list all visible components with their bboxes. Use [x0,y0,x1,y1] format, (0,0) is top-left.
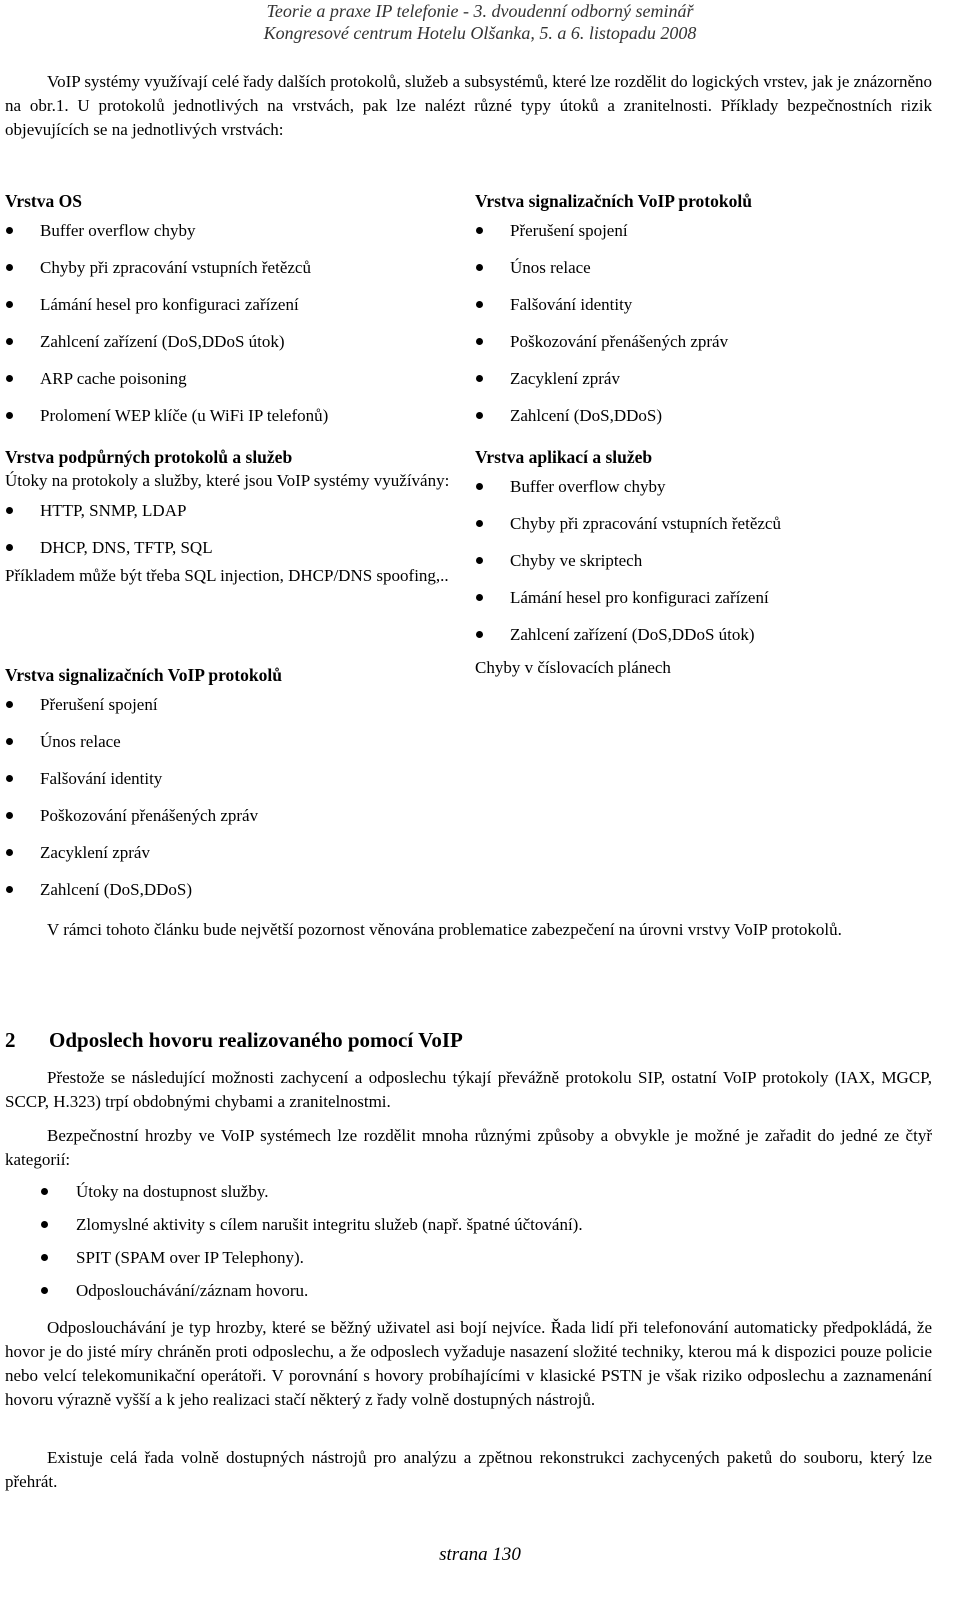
header-seminar-title: Teorie a praxe IP telefonie - 3. dvoudenní odborný seminář [266,1,694,21]
list-item: Zahlcení zařízení (DoS,DDoS útok) [475,623,935,660]
list-item: SPIT (SPAM over IP Telephony). [40,1246,583,1279]
page-header [0,0,960,44]
intro-paragraph: VoIP systémy využívají celé řady dalších protokolů, služeb a subsystémů, které lze rozdělit do logických vrstev, jak je znázorněno na obr.1. U protokolů jednotlivých na vrstvách, pak lze nalézt různé typy útoků a zranitelnosti. Příklady bezpečnostních rizik objevujících se na jednotlivých vrstvách: [5,72,933,139]
summary-paragraph: V rámci tohoto článku bude největší pozornost věnována problematice zabezpečení na úrovni vrstvy VoIP protokolů. [47,920,842,939]
list-item: Zahlcení (DoS,DDoS) [475,404,935,441]
list-item: Únos relace [475,256,935,293]
support-layer-note: Příkladem může být třeba SQL injection, DHCP/DNS spoofing,.. [5,566,449,585]
app-layer-block [475,445,935,680]
list-item: Únos relace [5,730,465,767]
signaling-layer-title: Vrstva signalizačních VoIP protokolů [475,191,752,211]
signaling-layer-list [475,219,935,441]
list-item: Buffer overflow chyby [475,475,935,512]
list-item: Falšování identity [475,293,935,330]
list-item: Falšování identity [5,767,465,804]
support-layer-block [5,445,465,590]
list-item: DHCP, DNS, TFTP, SQL [5,536,465,562]
paragraph: Existuje celá řada volně dostupných nástrojů pro analýzu a zpětnou rekonstrukci zachycených paketů do souboru, který lze přehrát. [5,1448,932,1491]
page-number: strana 130 [439,1544,521,1565]
list-item: Poškozování přenášených zpráv [5,804,465,841]
list-item: Zahlcení (DoS,DDoS) [5,878,465,915]
list-item: Zacyklení zpráv [475,367,935,404]
app-layer-title: Vrstva aplikací a služeb [475,447,653,467]
app-layer-list [475,475,935,660]
signaling-layer-title: Vrstva signalizačních VoIP protokolů [5,665,282,685]
support-layer-title: Vrstva podpůrných protokolů a služeb [5,447,293,467]
list-item: Lámání hesel pro konfiguraci zařízení [5,293,465,330]
left-column [5,189,465,441]
os-layer-list [5,219,465,441]
section-number: 2 [5,1028,16,1052]
list-item: ARP cache poisoning [5,367,465,404]
header-venue: Kongresové centrum Hotelu Olšanka, 5. a 6. listopadu 2008 [263,23,697,43]
section-title: Odposlech hovoru realizovaného pomocí VoIP [49,1028,463,1052]
paragraph: Bezpečnostní hrozby ve VoIP systémech lze rozdělit mnoha různými způsoby a obvykle je možné je zařadit do jedné ze čtyř kategorií: [5,1126,932,1169]
app-layer-note: Chyby v číslovacích plánech [475,658,671,677]
list-item: Prolomení WEP klíče (u WiFi IP telefonů) [5,404,465,441]
right-signaling-block [475,189,935,441]
list-item: Chyby ve skriptech [475,549,935,586]
paragraph: Přestože se následující možnosti zachycení a odposlechu týkají převážně protokolu SIP, ostatní VoIP protokoly (IAX, MGCP, SCCP, H.323) trpí obdobnými chybami a zranitelnostmi. [5,1068,932,1111]
os-layer-title: Vrstva OS [5,191,82,211]
list-item: Odposlouchávání/záznam hovoru. [40,1279,583,1312]
left-signaling-block [5,663,465,915]
list-item: Zacyklení zpráv [5,841,465,878]
threat-categories-list [40,1180,583,1312]
list-item: Chyby při zpracování vstupních řetězců [5,256,465,293]
list-item: Přerušení spojení [475,219,935,256]
support-layer-text: Útoky na protokoly a služby, které jsou VoIP systémy využívány: [5,471,450,490]
list-item: Poškozování přenášených zpráv [475,330,935,367]
list-item: Zlomyslné aktivity s cílem narušit integritu služeb (např. špatné účtování). [40,1213,583,1246]
list-item: Lámání hesel pro konfiguraci zařízení [475,586,935,623]
support-layer-list [5,499,465,562]
list-item: Buffer overflow chyby [5,219,465,256]
list-item: Chyby při zpracování vstupních řetězců [475,512,935,549]
list-item: Zahlcení zařízení (DoS,DDoS útok) [5,330,465,367]
list-item: Přerušení spojení [5,693,465,730]
signaling-layer-list [5,693,465,915]
paragraph: Odposlouchávání je typ hrozby, které se běžný uživatel asi bojí nejvíce. Řada lidí při telefonování automaticky předpokládá, že hovor je do jisté míry chráněn proti odposlechu, a že odposlech vyžaduje nasazení složité techniky, kterou má k dispozici pouze policie nebo velcí telekomunikační operátoři. V porovnání s hovory probíhajícími v klasické PSTN je však riziko odposlechu a zaznamenání hovoru výrazně vyšší a k jeho realizaci stačí některý z řady volně dostupných nástrojů. [5,1318,932,1409]
section-heading [5,1027,463,1053]
list-item: Útoky na dostupnost služby. [40,1180,583,1213]
list-item: HTTP, SNMP, LDAP [5,499,465,536]
